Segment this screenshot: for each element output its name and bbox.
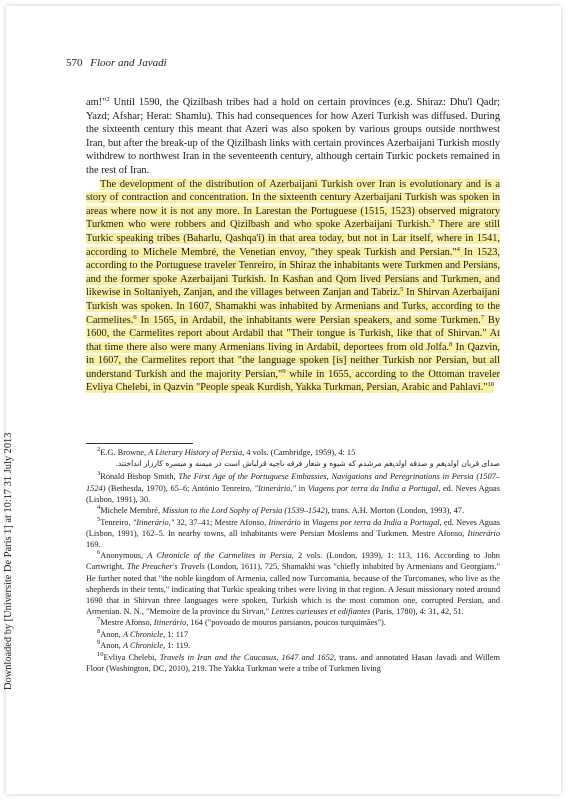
footnote-6 [86, 550, 500, 617]
text-run: In 1565, in Ardabil, the inhabitants were Persian speakers, and some Turkmen. [136, 314, 481, 326]
cited-title: Mission to the Lord Sophy of Persia (1539–1542) [162, 506, 328, 516]
cited-title: Lettres curieuses et edifiantes [271, 606, 371, 616]
footnote-number: 6 [97, 549, 101, 557]
text-run: Anon, [100, 629, 123, 639]
text-run: , 1: 119. [163, 641, 191, 651]
body-text [86, 96, 500, 395]
cited-title: Itinerário [467, 528, 500, 538]
paragraph-2-highlighted [86, 178, 500, 396]
cited-title: The First Age of the Portuguese Embassies, Navigations and Peregrinations in Persia (1507–1524) [86, 472, 500, 493]
footnote-4 [86, 505, 500, 516]
text-run: , 4 vols. (Cambridge, 1959), 4: 15 [242, 448, 356, 457]
text-run: E.G. Browne, [100, 448, 149, 457]
cited-title: Viagens por terra da India a Portugal [307, 483, 439, 493]
cited-title: "Itinerário," [132, 517, 175, 527]
text-run: The development of the distribution of Azerbaijani Turkish over Iran is evolutionary and is a story of contraction and concentration. In the sixteenth century Azerbaijani Turkish was spoken in areas where now it is not any more. In Larestan the Portuguese (1515, 1523) observed migratory Turkmen who were robbers and Qizilbash and who spoke Azerbaijani Turkish. [86, 178, 500, 231]
text-run: , 164 ("povoado de mouros parsianos, poucos turquimães"). [186, 618, 386, 628]
running-head [66, 57, 167, 69]
footnote-ref[interactable]: 2 [106, 96, 110, 103]
text-run: (Paris, 1780), 4: 31, 42, 51. [370, 606, 464, 616]
text-run: , 1: 117 [163, 629, 189, 639]
footnote-ref[interactable]: 10 [487, 381, 494, 389]
footnote-ref[interactable]: 8 [449, 340, 453, 348]
footnote-3 [86, 471, 500, 504]
text-run: There are still Turkic speaking tribes (Baharlu, Qashqa'i) in that area today, but not in Lar itself, where in 1541, according to Michele Membré, the Venetian envoy, "they speak Turkish and Persian." [86, 219, 500, 258]
page-number: 570 [66, 57, 83, 69]
text-run: , trans. and annotated Hasan Javadi and Willem Floor (Washington, DC, 2010), 219. The Yakka Turkman were a tribe of Turkmen living [86, 652, 500, 673]
text-run: Until 1590, the Qizilbash tribes had a hold on certain provinces (e.g. Shiraz: Dhu'l Qadr; Yazd; Afshar; Herat: Shamlu). This had consequences for how Azeri Turkish was diffused. During the sixteenth century this meant that Azeri was also spoken by various groups outside northwest Iran, but after the break-up of the Qizilbash links with certain provinces Azerbaijani Turkish mostly withdrew to northwest Iran in the seventeenth century, although certain Turkic pockets remained in the rest of Iran. [86, 97, 500, 176]
persian-quote: صدای قربان اولدیغم و صدقه اولدیغم مرشدم که شیوه و شعار فرقه ناجیه قزلباش است در میمنه و میسره کارزار انداختند. [115, 459, 500, 469]
text-run: In Shirvan Azerbaijani Turkish was spoken. In 1607, Shamakhi was inhabited by Armenians and Turks, according to the Carmelites. [86, 287, 500, 326]
paragraph-1 [86, 96, 500, 178]
text-run: Mestre Afonso, [100, 618, 154, 628]
cited-title: A Chronicle [122, 629, 164, 639]
running-authors: Floor and Javadi [90, 57, 167, 69]
text-run: in [296, 483, 308, 493]
footnote-number: 5 [97, 515, 101, 523]
text-run: Tenreiro, [100, 517, 133, 527]
text-run: am!" [86, 97, 107, 108]
text-run: (London, 1611), 725, Shamakhi was "chiefly inhabited by Armenians and Georgians." He further noted that "the noble kingdom of Armenia, called now Turcomania, because of the Turcomanes, who live as the shepherds in their tents," indicating that Turkic speaking tribes were living in that region. A Jesuit missionary noted around 1690 that in Shirvan three languages were spoken, Turkish which is the most common one, corrupted Persian, and Armenian. N. N., "Memoire de la province du Sirvan," [86, 562, 501, 616]
footnote-2 [86, 447, 500, 458]
text-run: , 2 vols. (London, 1939), 1: 113, 116. According to John Cartwright, [86, 551, 500, 572]
cited-title: A Chronicle [122, 641, 164, 651]
footnote-number: 10 [97, 650, 104, 658]
text-run: Evliya Chelebi, [103, 652, 160, 662]
footnote-number: 4 [97, 504, 101, 512]
text-run: Anonymous, [100, 551, 148, 561]
footnotes [86, 447, 500, 674]
footnote-ref[interactable]: 3 [431, 218, 435, 226]
footnote-number: 2 [97, 446, 101, 453]
footnote-ref[interactable]: 4 [456, 245, 460, 253]
cited-title: Itinerário [153, 618, 187, 628]
cited-title: Travels in Iran and the Caucasus, 1647 and 1652 [159, 652, 334, 662]
text-run: By 1600, the Carmelites report about Ardabil that "Their tongue is Turkish, like that of Shirvan." At that time there also were many Armenians living in Ardabil, deportees from old Jolfa. [86, 314, 500, 353]
download-watermark: Downloaded by [Universite De Paris 1] at 10:17 31 July 2013 [3, 432, 14, 690]
text-run: while in 1655, according to the Ottoman traveler Evliya Chelebi, in Qazvin "People speak Kurdish, Yakka Turkman, Persian, Arabic and Pahlavi." [86, 368, 500, 394]
cited-title: A Literary History of Persia [148, 448, 243, 457]
footnote-10 [86, 652, 500, 674]
cited-title: "Itinerário," [254, 483, 297, 493]
footnote-5 [86, 517, 500, 550]
footnote-number: 8 [97, 627, 101, 635]
footnote-ref[interactable]: 6 [133, 313, 137, 321]
text-run: , ed. Neves Aguas (Lisbon, 1991), 30. [86, 483, 500, 504]
text-run: (Bethesda, 1970), 65–6; António Tenreiro, [105, 483, 255, 493]
footnote-number: 9 [97, 639, 101, 647]
footnote-ref[interactable]: 5 [400, 286, 404, 294]
text-run: 32, 37–41; Mestre Afonso, [174, 517, 269, 527]
highlighted-text [86, 179, 500, 394]
text-run: Anon, [100, 641, 123, 651]
cited-title: The Preacher's Travels [126, 562, 205, 572]
text-run: Michele Membré, [100, 506, 163, 516]
text-run: In 1523, according to the Portuguese traveler Tenreiro, in Shiraz the inhabitants were Turkmen and Persians, and the former spoke Azerbaijani Turkish. In Kashan and Qom lived Persians and Turkmen, and likewise in Soltaniyeh, Zanjan, and the villages between Zanjan and Tabriz. [86, 246, 500, 299]
text-run: Ronald Bishop Smith, [100, 472, 179, 482]
cited-title: Itinerário [268, 517, 301, 527]
text-run: in [300, 517, 312, 527]
text-run: , ed. Neves Aguas (Lisbon, 1991), 162–5. In nearby towns, all inhabitants were Persian Moslems and Turkmen. Mestre Afonso, [86, 517, 501, 538]
footnote-number: 7 [97, 616, 101, 624]
footnote-rule [86, 443, 193, 444]
footnote-9 [86, 640, 500, 651]
cited-title: Viagens por terra da India a Portugal [311, 517, 440, 527]
footnote-ref[interactable]: 7 [480, 313, 484, 321]
footnote-7 [86, 617, 500, 628]
text-run: , trans. A.H. Morton (London, 1993), 47. [327, 506, 465, 516]
text-run: 169. [86, 539, 101, 549]
footnote-ref[interactable]: 9 [282, 367, 286, 375]
text-run: In Qazvin, in 1607, the Carmelites report that "the language spoken [is] neither Turkish nor Persian, but all understand Turkish and the majority Persian," [86, 341, 500, 380]
footnote-number: 3 [97, 470, 101, 478]
footnote-8 [86, 629, 500, 640]
cited-title: A Chronicle of the Carmelites in Persia [147, 551, 292, 561]
